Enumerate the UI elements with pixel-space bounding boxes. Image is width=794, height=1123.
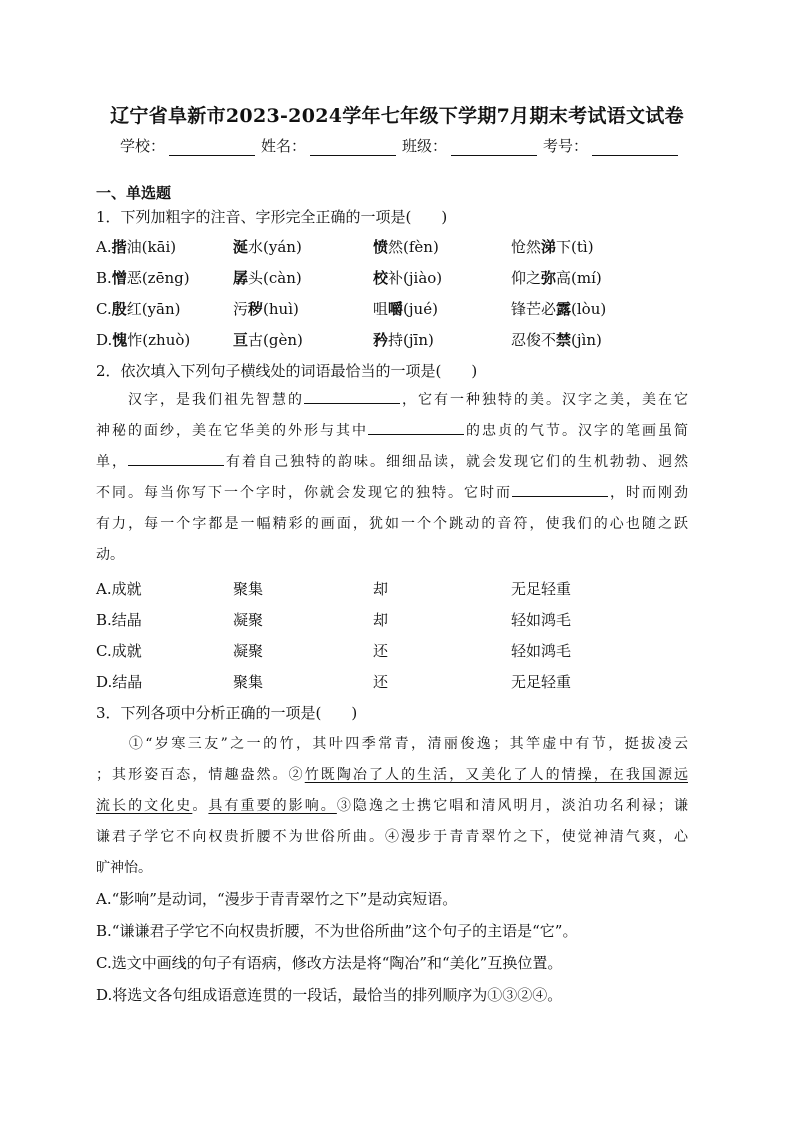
option-term: D.愧怍(zhuò) bbox=[96, 331, 191, 349]
passage-line: 旷神怡。 bbox=[96, 860, 152, 876]
underlined-sentence: 具有重要的影响。 bbox=[208, 798, 337, 814]
question-3-option-d: D.将选文各句组成语意连贯的一段话，最恰当的排列顺序为①③②④。 bbox=[96, 986, 563, 1004]
option-term: 涎水(yán) bbox=[233, 238, 302, 256]
bold-character: 殷 bbox=[111, 300, 127, 318]
option-word: 轻如鸿毛 bbox=[511, 642, 572, 660]
option-term: 愤然(fèn) bbox=[373, 238, 439, 256]
section-heading: 一、单选题 bbox=[96, 184, 172, 202]
option-word: 还 bbox=[373, 673, 389, 691]
option-word: C.成就 bbox=[96, 642, 142, 660]
question-2-stem: 2．依次填入下列句子横线处的词语最恰当的一项是( ) bbox=[96, 362, 478, 380]
bold-character: 弥 bbox=[541, 269, 557, 287]
option-word: 聚集 bbox=[233, 580, 264, 598]
passage-line: 流长的文化史。具有重要的影响。③隐逸之士携它唱和清风明月，淡泊功名利禄；谦 bbox=[96, 798, 688, 814]
passage-line: ①“岁寒三友”之一的竹，其叶四季常青，清丽俊逸；其竿虚中有节，挺拔凌云 bbox=[96, 736, 688, 752]
option-term: 仰之弥高(mí) bbox=[511, 269, 602, 287]
option-term: 孱头(càn) bbox=[233, 269, 302, 287]
option-term: 咀嚼(jué) bbox=[373, 300, 438, 318]
passage-line: ；其形姿百态，情趣盎然。②竹既陶冶了人的生活，又美化了人的情操，在我国源远 bbox=[96, 767, 688, 783]
option-word: 凝聚 bbox=[233, 642, 264, 660]
question-3-option-b: B.“谦谦君子学它不向权贵折腰，不为世俗所曲”这个句子的主语是“它”。 bbox=[96, 922, 578, 940]
option-word: D.结晶 bbox=[96, 673, 143, 691]
option-word: 还 bbox=[373, 642, 389, 660]
question-3-stem: 3．下列各项中分析正确的一项是( ) bbox=[96, 704, 358, 722]
bold-character: 憎 bbox=[111, 269, 127, 287]
option-term: 校补(jiào) bbox=[373, 269, 443, 287]
school-label: 学校： bbox=[120, 137, 166, 155]
passage-line: 谦君子学它不向权贵折腰不为世俗所曲。④漫步于青青翠竹之下，使觉神清气爽，心 bbox=[96, 829, 688, 845]
underlined-sentence: 竹既陶冶了人的生活，又美化了人的情操，在我国源远 bbox=[304, 767, 688, 783]
passage-line: 神秘的面纱，美在它华美的外形与其中 的忠贞的气节。汉字的笔画虽简 bbox=[96, 416, 688, 447]
question-3-option-c: C.选文中画线的句子有语病，修改方法是将“陶冶”和“美化”互换位置。 bbox=[96, 954, 563, 972]
passage-line: 单， 有着自己独特的韵味。细细品读，就会发现它们的生机勃勃、迥然 bbox=[96, 447, 688, 478]
passage-line: 有力，每一个字都是一幅精彩的画面，犹如一个个跳动的音符，使我们的心也随之跃 bbox=[96, 516, 688, 532]
class-label: 班级： bbox=[402, 137, 448, 155]
bold-character: 校 bbox=[373, 269, 389, 287]
question-3-passage bbox=[96, 729, 688, 884]
bold-character: 矜 bbox=[373, 331, 389, 349]
question-2-passage bbox=[96, 385, 688, 571]
option-term: A.揩油(kāi) bbox=[96, 238, 177, 256]
option-term: 忍俊不禁(jìn) bbox=[511, 331, 602, 349]
option-term: 怆然涕下(tì) bbox=[511, 238, 594, 256]
bold-character: 孱 bbox=[233, 269, 249, 287]
bold-character: 露 bbox=[556, 300, 572, 318]
option-term: C.殷红(yān) bbox=[96, 300, 181, 318]
question-3-option-a: A.“影响”是动词，“漫步于青青翠竹之下”是动宾短语。 bbox=[96, 890, 458, 908]
bold-character: 亘 bbox=[233, 331, 249, 349]
bold-character: 涕 bbox=[541, 238, 557, 256]
underlined-sentence: 流长的文化史 bbox=[96, 798, 193, 814]
bold-character: 揩 bbox=[111, 238, 127, 256]
bold-character: 禁 bbox=[556, 331, 572, 349]
exam-title: 辽宁省阜新市2023-2024学年七年级下学期7月期末考试语文试卷 bbox=[110, 105, 684, 127]
passage-line: 动。 bbox=[96, 547, 124, 563]
name-label: 姓名： bbox=[261, 137, 307, 155]
option-word: 无足轻重 bbox=[511, 673, 572, 691]
option-term: 污秽(huì) bbox=[233, 300, 299, 318]
option-term: 矜持(jīn) bbox=[373, 331, 434, 349]
option-term: B.憎恶(zēng) bbox=[96, 269, 190, 287]
option-word: 聚集 bbox=[233, 673, 264, 691]
option-term: 锋芒必露(lòu) bbox=[511, 300, 607, 318]
bold-character: 涎 bbox=[233, 238, 249, 256]
school-blank bbox=[169, 139, 255, 156]
bold-character: 秽 bbox=[248, 300, 264, 318]
option-word: A.成就 bbox=[96, 580, 142, 598]
class-blank bbox=[451, 139, 537, 156]
passage-line: 不同。每当你写下一个字时，你就会发现它的独特。它时而 ，时而刚劲 bbox=[96, 478, 688, 509]
option-word: 却 bbox=[373, 611, 389, 629]
option-word: 凝聚 bbox=[233, 611, 264, 629]
passage-line: 汉字，是我们祖先智慧的 ，它有一种独特的美。汉字之美，美在它 bbox=[96, 385, 688, 416]
question-1-stem: 1．下列加粗字的注音、字形完全正确的一项是( ) bbox=[96, 208, 448, 226]
option-word: 无足轻重 bbox=[511, 580, 572, 598]
exam-number-blank bbox=[592, 139, 678, 156]
option-word: 却 bbox=[373, 580, 389, 598]
bold-character: 愧 bbox=[112, 331, 128, 349]
name-blank bbox=[310, 139, 396, 156]
option-word: 轻如鸿毛 bbox=[511, 611, 572, 629]
bold-character: 嚼 bbox=[388, 300, 404, 318]
option-term: 亘古(gèn) bbox=[233, 331, 303, 349]
exam-number-label: 考号： bbox=[543, 137, 589, 155]
student-info-line bbox=[120, 135, 684, 156]
bold-character: 愤 bbox=[373, 238, 389, 256]
option-word: B.结晶 bbox=[96, 611, 142, 629]
